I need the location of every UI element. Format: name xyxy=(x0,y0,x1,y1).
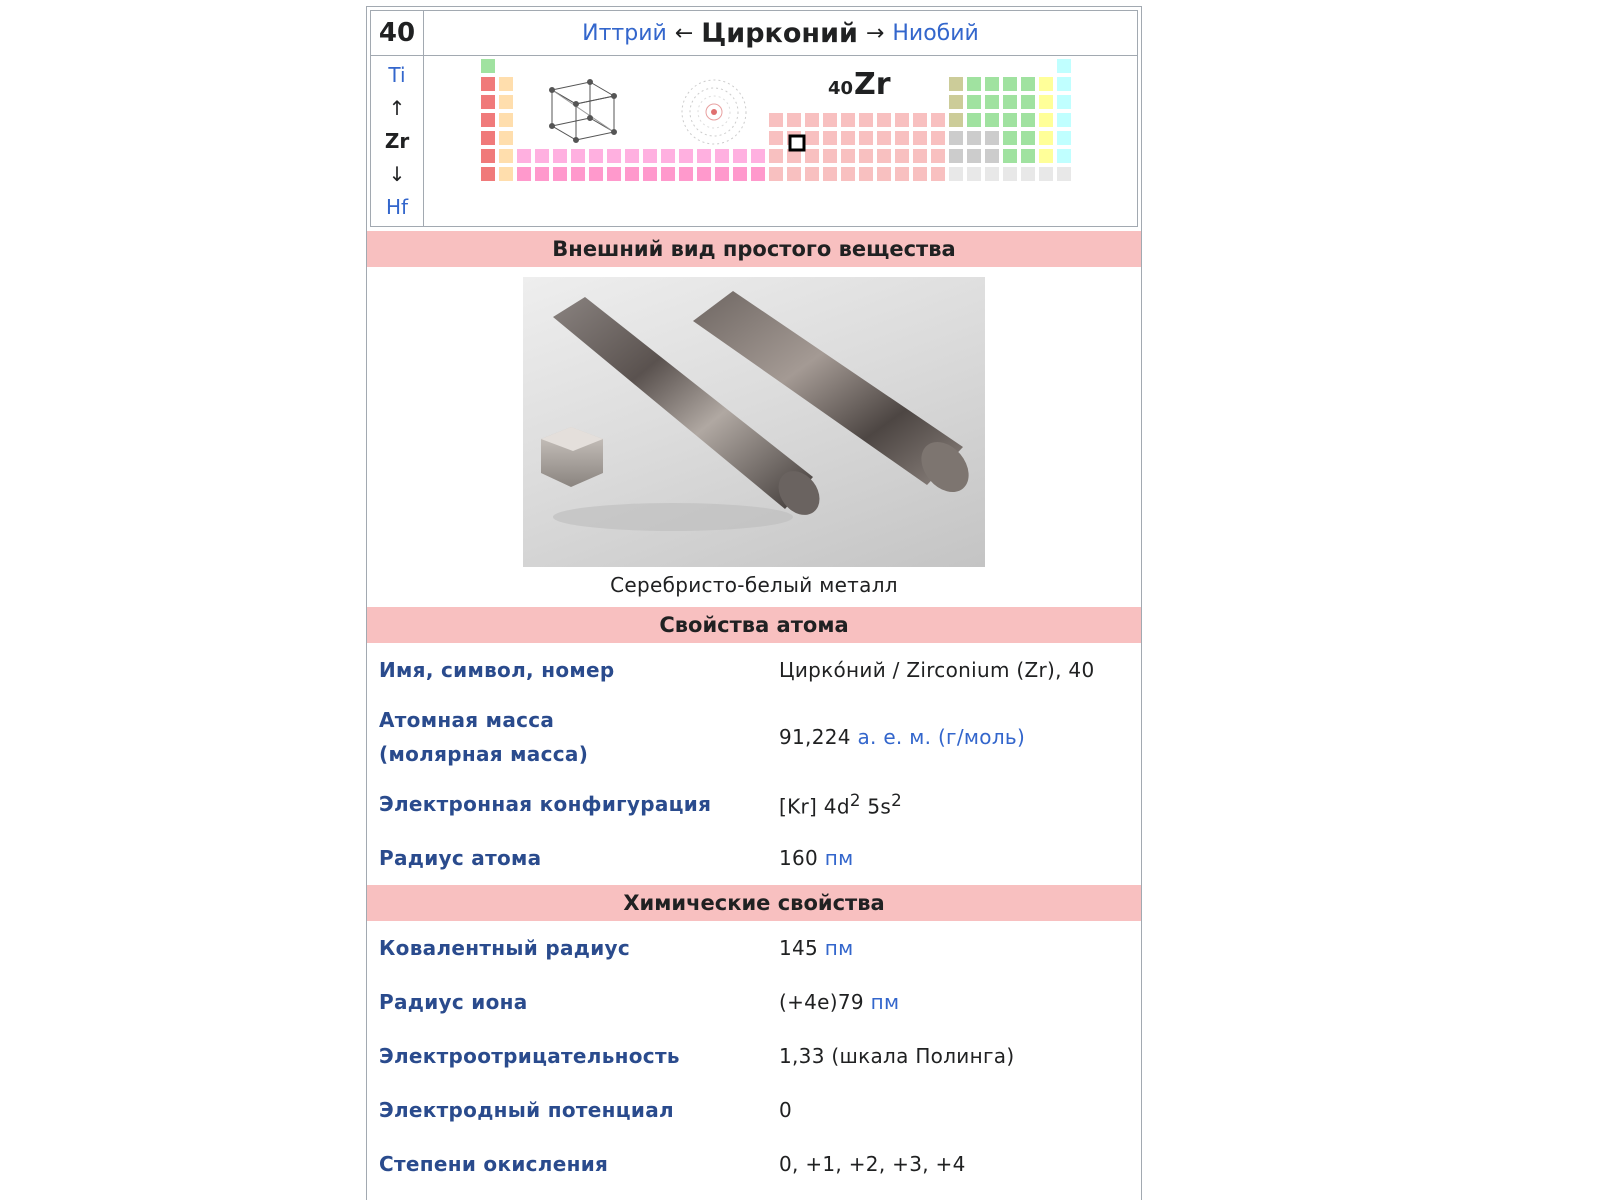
prop-value-oxidation-states: 0, +1, +2, +3, +4 xyxy=(779,1152,966,1176)
pt-cell xyxy=(642,166,658,182)
pt-cell xyxy=(912,130,928,146)
group-navigation xyxy=(371,56,424,226)
pt-cell xyxy=(1002,148,1018,164)
pt-cell xyxy=(948,76,964,92)
pt-cell xyxy=(876,166,892,182)
pt-cell xyxy=(480,166,496,182)
pt-cell xyxy=(822,148,838,164)
appearance-section-header: Внешний вид простого вещества xyxy=(367,231,1141,267)
arrow-up-icon: ↑ xyxy=(388,95,406,120)
pt-cell xyxy=(606,148,622,164)
config-part-a: [Kr] 4d xyxy=(779,794,850,819)
prop-label-atom-radius[interactable]: Радиус атома xyxy=(379,846,542,870)
pt-cell xyxy=(552,166,568,182)
prev-element-link[interactable]: Иттрий xyxy=(582,20,667,46)
element-infobox xyxy=(366,6,1142,1200)
pt-cell xyxy=(750,166,766,182)
pt-cell xyxy=(696,166,712,182)
zirconium-bars-image xyxy=(523,277,985,567)
crystal-lattice-icon xyxy=(550,80,617,143)
atomic-number: 40 xyxy=(371,11,424,55)
pt-cell xyxy=(1056,148,1072,164)
table-row xyxy=(367,1137,1141,1191)
pt-cell xyxy=(480,148,496,164)
pt-cell xyxy=(948,166,964,182)
pt-cell xyxy=(858,148,874,164)
pt-cell xyxy=(1038,112,1054,128)
pt-cell xyxy=(732,166,748,182)
pt-cell xyxy=(804,166,820,182)
pt-cell xyxy=(1038,94,1054,110)
next-element-link[interactable]: Ниобий xyxy=(892,20,979,46)
atom-properties-table xyxy=(367,643,1141,885)
pt-cell xyxy=(840,148,856,164)
periodic-table-row xyxy=(370,56,1138,227)
pt-cell xyxy=(930,166,946,182)
pt-cell xyxy=(894,148,910,164)
pt-cell-hydrogen xyxy=(480,58,496,74)
pt-cell xyxy=(498,112,514,128)
current-element-title: Цирконий xyxy=(701,17,858,49)
pt-cell xyxy=(1038,148,1054,164)
pt-cell xyxy=(930,112,946,128)
prop-label-atomic-mass[interactable] xyxy=(367,697,767,777)
pt-cell xyxy=(948,148,964,164)
pt-cell xyxy=(660,148,676,164)
pt-cell xyxy=(1038,130,1054,146)
prop-label-electron-config[interactable]: Электронная конфигурация xyxy=(379,792,712,816)
pt-cell xyxy=(966,130,982,146)
table-row xyxy=(367,697,1141,777)
pt-cell xyxy=(840,112,856,128)
pt-cell xyxy=(1002,112,1018,128)
pt-cell xyxy=(822,130,838,146)
prop-value-covalent-radius xyxy=(767,921,1141,975)
pt-cell xyxy=(750,148,766,164)
appearance-block xyxy=(367,267,1141,597)
pt-cell xyxy=(1002,76,1018,92)
zirconium-photo[interactable] xyxy=(523,277,985,567)
pt-cell xyxy=(822,112,838,128)
pt-cell xyxy=(1002,166,1018,182)
pt-cell xyxy=(714,148,730,164)
chemical-properties-table xyxy=(367,921,1141,1191)
pt-cell xyxy=(480,112,496,128)
pt-cell xyxy=(912,166,928,182)
prop-label-electrode-potential[interactable]: Электродный потенциал xyxy=(379,1098,674,1122)
pt-cell xyxy=(534,166,550,182)
pt-cell xyxy=(624,166,640,182)
arrow-right-icon: → xyxy=(865,20,885,46)
pt-cell xyxy=(768,112,784,128)
prop-label-oxidation-states[interactable]: Степени окисления xyxy=(379,1152,609,1176)
pt-cell xyxy=(480,94,496,110)
pt-cell xyxy=(804,130,820,146)
pt-cell xyxy=(768,130,784,146)
pt-cell xyxy=(858,112,874,128)
pt-cell xyxy=(678,148,694,164)
atomic-mass-unit-link[interactable]: а. е. м. (г/моль) xyxy=(857,725,1026,749)
pt-cell xyxy=(516,148,532,164)
pt-cell xyxy=(480,130,496,146)
pt-cell xyxy=(1056,166,1072,182)
pt-cell xyxy=(1038,76,1054,92)
prop-value-electronegativity: 1,33 (шкала Полинга) xyxy=(779,1044,1015,1068)
covalent-radius-unit-link[interactable]: пм xyxy=(824,936,854,960)
pt-cell xyxy=(894,166,910,182)
config-sup-a: 2 xyxy=(849,791,861,811)
ion-radius-number: (+4e)79 xyxy=(779,990,864,1014)
group-down-link[interactable]: Hf xyxy=(385,195,409,220)
pt-cell xyxy=(984,94,1000,110)
pt-cell xyxy=(498,148,514,164)
pt-cell xyxy=(714,166,730,182)
pt-cell xyxy=(1020,94,1036,110)
pt-cell xyxy=(588,148,604,164)
pt-cell xyxy=(552,148,568,164)
pt-cell xyxy=(1020,112,1036,128)
pt-cell xyxy=(876,130,892,146)
pt-cell xyxy=(966,94,982,110)
pt-cell xyxy=(930,148,946,164)
title-row xyxy=(370,10,1138,56)
prop-value-electron-config xyxy=(767,777,1141,831)
pt-cell xyxy=(966,148,982,164)
pt-cell xyxy=(732,148,748,164)
pt-cell xyxy=(948,112,964,128)
atom-radius-number: 160 xyxy=(779,846,819,870)
pt-cell xyxy=(534,148,550,164)
appearance-caption: Серебристо-белый металл xyxy=(610,573,898,597)
pt-cell xyxy=(768,148,784,164)
pt-cell xyxy=(786,166,802,182)
config-part-b: 5s xyxy=(860,794,892,819)
pt-cell xyxy=(696,148,712,164)
pt-cell xyxy=(498,166,514,182)
table-row xyxy=(367,1029,1141,1083)
pt-cell xyxy=(606,166,622,182)
pt-cell xyxy=(588,166,604,182)
pt-cell xyxy=(894,130,910,146)
arrow-left-icon: ← xyxy=(674,20,694,46)
pt-cell xyxy=(804,112,820,128)
pt-symbol-number: 40 xyxy=(828,78,854,99)
pt-cell xyxy=(858,130,874,146)
pt-cell xyxy=(1002,94,1018,110)
ion-radius-unit-link[interactable]: пм xyxy=(870,990,900,1014)
electron-shell-icon xyxy=(682,80,746,144)
pt-cell xyxy=(1020,76,1036,92)
pt-cell xyxy=(624,148,640,164)
covalent-radius-number: 145 xyxy=(779,936,819,960)
pt-cell xyxy=(822,166,838,182)
periodic-table-thumbnail[interactable] xyxy=(424,56,1137,226)
pt-cell xyxy=(642,148,658,164)
pt-cell xyxy=(498,130,514,146)
prop-label-ion-radius[interactable]: Радиус иона xyxy=(379,990,528,1014)
zr-highlight-cell xyxy=(790,136,804,150)
pt-cell xyxy=(1056,94,1072,110)
pt-cell xyxy=(876,112,892,128)
pt-cell xyxy=(840,130,856,146)
pt-cell xyxy=(894,112,910,128)
table-row xyxy=(367,643,1141,697)
pt-cell xyxy=(912,112,928,128)
pt-cell xyxy=(1056,76,1072,92)
pt-cell xyxy=(984,166,1000,182)
prop-value-atom-radius xyxy=(767,831,1141,885)
table-row xyxy=(367,1083,1141,1137)
arrow-down-icon: ↓ xyxy=(388,162,406,187)
pt-cell xyxy=(516,166,532,182)
config-sup-b: 2 xyxy=(891,791,903,811)
pt-cell xyxy=(804,148,820,164)
pt-cell xyxy=(930,130,946,146)
pt-cell xyxy=(966,76,982,92)
pt-cell xyxy=(1002,130,1018,146)
pt-cell xyxy=(966,112,982,128)
prop-label-atomic-mass-line2[interactable]: (молярная масса) xyxy=(379,742,589,766)
table-row xyxy=(367,975,1141,1029)
pt-cell xyxy=(570,166,586,182)
group-up-link[interactable]: Ti xyxy=(388,62,406,87)
pt-cell xyxy=(840,166,856,182)
atom-radius-unit-link[interactable]: пм xyxy=(824,846,854,870)
periodic-table-graphic xyxy=(424,56,1118,226)
pt-cell xyxy=(660,166,676,182)
pt-cell xyxy=(984,112,1000,128)
pt-cell xyxy=(858,166,874,182)
pt-cell xyxy=(1056,112,1072,128)
group-current: Zr xyxy=(384,128,410,153)
pt-cell xyxy=(984,148,1000,164)
pt-symbol: Zr xyxy=(854,67,891,102)
atomic-mass-number: 91,224 xyxy=(779,725,851,749)
prop-label-covalent-radius[interactable]: Ковалентный радиус xyxy=(379,936,631,960)
prop-label-electronegativity[interactable]: Электроотрицательность xyxy=(379,1044,680,1068)
table-row xyxy=(367,777,1141,831)
prop-value-ion-radius xyxy=(767,975,1141,1029)
element-navigation xyxy=(424,11,1137,55)
pt-cell xyxy=(966,166,982,182)
pt-cell xyxy=(948,94,964,110)
pt-cell xyxy=(1020,148,1036,164)
chemical-section-header: Химические свойства xyxy=(367,885,1141,921)
prop-value-name: Цирко́ний / Zirconium (Zr), 40 xyxy=(779,658,1095,682)
atom-section-header: Свойства атома xyxy=(367,607,1141,643)
pt-cell xyxy=(1020,166,1036,182)
pt-cell xyxy=(984,130,1000,146)
prop-label-atomic-mass-line1[interactable]: Атомная масса xyxy=(379,708,555,732)
pt-cell xyxy=(786,112,802,128)
pt-cell xyxy=(1056,58,1072,74)
pt-cell xyxy=(912,148,928,164)
pt-cell xyxy=(1056,130,1072,146)
pt-cell xyxy=(498,76,514,92)
pt-cell xyxy=(570,148,586,164)
pt-cell xyxy=(1038,166,1054,182)
pt-cell xyxy=(948,130,964,146)
prop-value-electrode-potential: 0 xyxy=(779,1098,793,1122)
pt-cell xyxy=(984,76,1000,92)
table-row xyxy=(367,831,1141,885)
prop-value-atomic-mass xyxy=(767,697,1141,777)
table-row xyxy=(367,921,1141,975)
pt-cell xyxy=(498,94,514,110)
pt-cell xyxy=(876,148,892,164)
prop-label-name[interactable]: Имя, символ, номер xyxy=(379,658,615,682)
pt-cell xyxy=(768,166,784,182)
pt-cell xyxy=(678,166,694,182)
pt-cell xyxy=(480,76,496,92)
pt-cell xyxy=(1020,130,1036,146)
